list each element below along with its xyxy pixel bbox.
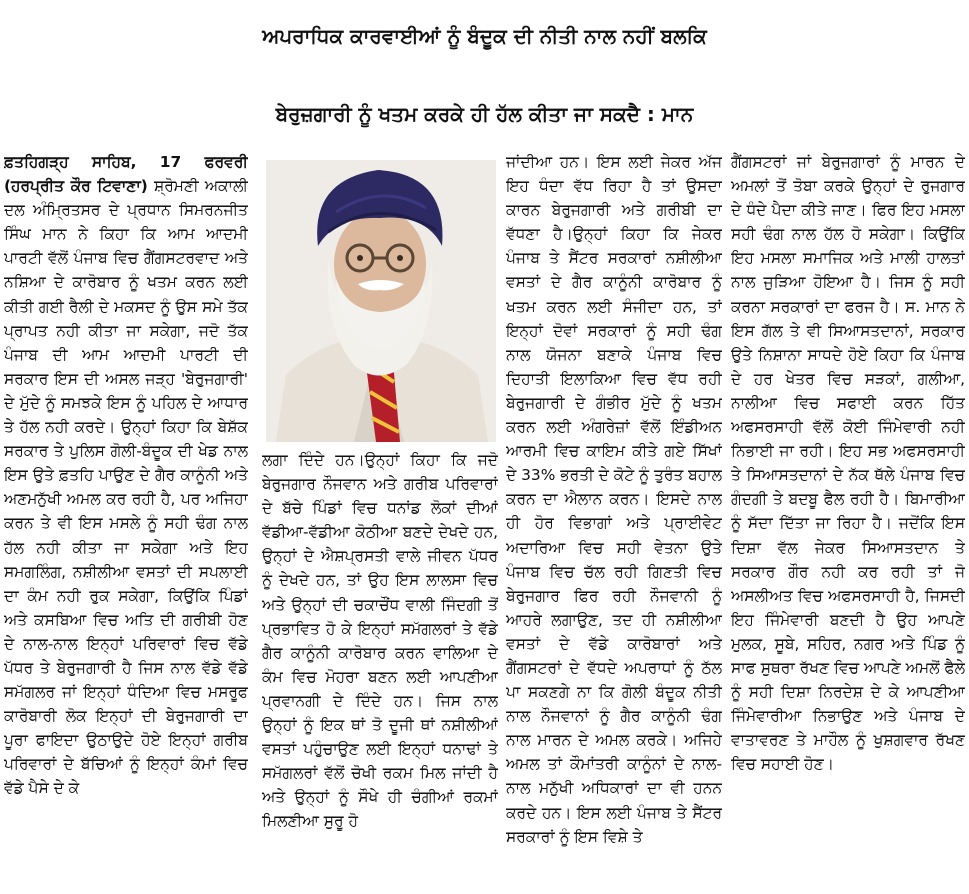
dateline: ਫ਼ਤਹਿਗੜ੍ਹ ਸਾਹਿਬ, 17 ਫਰਵਰੀ (ਹਰਪ੍ਰੀਤ ਕੌਰ ਟਿਵਾਣਾ): [4, 153, 248, 196]
headline-line-2: ਬੇਰੁਜ਼ਗਾਰੀ ਨੂੰ ਖਤਮ ਕਰਕੇ ਹੀ ਹੱਲ ਕੀਤਾ ਜਾ ਸਕਦੈ : ਮਾਨ: [275, 102, 694, 126]
column-1-text: ਸ਼੍ਰੋਮਣੀ ਅਕਾਲੀ ਦਲ ਅੰਮ੍ਰਿਤਸਰ ਦੇ ਪ੍ਰਧਾਨ ਸਿਮਰਨਜੀਤ ਸਿੰਘ ਮਾਨ ਨੇ ਕਿਹਾ ਕਿ ਆਮ ਆਦਮੀ ਪਾਰਟੀ ਵੱਲੋਂ ਪੰਜਾਬ ਵਿਚ ਗੈਂਗਸਟਰਵਾਦ ਅਤੇ ਨਸ਼ਿਆ ਦੇ ਕਾਰੋਬਾਰ ਨੂੰ ਖਤਮ ਕਰਨ ਲਈ ਕੀਤੀ ਗਈ ਰੈਲੀ ਦੇ ਮਕਸਦ ਨੂੰ ਉਸ ਸਮੇ ਤੱਕ ਪ੍ਰਾਪਤ ਨਹੀ ਕੀਤਾ ਜਾ ਸਕੇਗਾ, ਜਦੋ ਤੱਕ ਪੰਜਾਬ ਦੀ ਆਮ ਆਦਮੀ ਪਾਰਟੀ ਦੀ ਸਰਕਾਰ ਇਸ ਦੀ ਅਸਲ ਜੜ੍ਹ 'ਬੇਰੁਜਗਾਰੀ' ਦੇ ਮੁੱਦੇ ਨੂੰ ਸਮਝਕੇ ਇਸ ਨੂੰ ਪਹਿਲ ਦੇ ਆਧਾਰ ਤੇ ਹੱਲ ਨਹੀ ਕਰਦੇ। ਉਨ੍ਹਾਂ ਕਿਹਾ ਕਿ ਬੇਸ਼ੱਕ ਸਰਕਾਰ ਤੇ ਪੁਲਿਸ ਗੋਲੀ-ਬੰਦੂਕ ਦੀ ਖੇਡ ਨਾਲ ਇਸ ਉਤੇ ਫ਼ਤਹਿ ਪਾਉਣ ਦੇ ਗੈਰ ਕਾਨੂੰਨੀ ਅਤੇ ਅਣਮਨੁੱਖੀ ਅਮਲ ਕਰ ਰਹੀ ਹੈ, ਪਰ ਅਜਿਹਾ ਕਰਨ ਤੇ ਵੀ ਇਸ ਮਸਲੇ ਨੂੰ ਸਹੀ ਢੰਗ ਨਾਲ ਹੱਲ ਨਹੀ ਕੀਤਾ ਜਾ ਸਕੇਗਾ ਅਤੇ ਇਹ ਸਮਗਲਿੰਗ, ਨਸ਼ੀਲੀਆ ਵਸਤਾਂ ਦੀ ਸਪਲਾਈ ਦਾ ਕੰਮ ਨਹੀ ਰੁਕ ਸਕੇਗਾ, ਕਿਉਂਕਿ ਪਿੰਡਾਂ ਅਤੇ ਕਸਬਿਆ ਵਿਚ ਅਤਿ ਦੀ ਗਰੀਬੀ ਹੋਣ ਦੇ ਨਾਲ-ਨਾਲ ਇਨ੍ਹਾਂ ਪਰਿਵਾਰਾਂ ਵਿਚ ਵੱਡੇ ਪੱਧਰ ਤੇ ਬੇਰੁਜਗਾਰੀ ਹੈ ਜਿਸ ਨਾਲ ਵੱਡੇ ਵੱਡੇ ਸਮੱਗਲਰ ਜਾਂ ਇਨ੍ਹਾਂ ਧੰਦਿਆ ਵਿਚ ਮਸਰੂਫ ਕਾਰੋਬਾਰੀ ਲੋਕ ਇਨ੍ਹਾਂ ਦੀ ਬੇਰੁਜਗਾਰੀ ਦਾ ਪੂਰਾ ਫਾਇਦਾ ਉਠਾਉਦੇ ਹੋਏ ਇਨ੍ਹਾਂ ਗਰੀਬ ਪਰਿਵਾਰਾਂ ਦੇ ਬੱਚਿਆਂ ਨੂੰ ਇਨ੍ਹਾਂ ਕੰਮਾਂ ਵਿਚ ਵੱਡੇ ਪੈਸੇ ਦੇ ਕੇ: [4, 177, 248, 798]
column-4-text: ਗੈਂਗਸਟਰਾਂ ਜਾਂ ਬੇਰੁਜਗਾਰਾਂ ਨੂੰ ਮਾਰਨ ਦੇ ਅਮਲਾਂ ਤੋਂ ਤੋਬਾ ਕਰਕੇ ਉਨ੍ਹਾਂ ਦੇ ਰੁਜਗਾਰ ਦੇ ਧੰਦੇ ਪੈਦਾ ਕੀਤੇ ਜਾਣ। ਫਿਰ ਇਹ ਮਸਲਾ ਸਹੀ ਢੰਗ ਨਾਲ ਹੱਲ ਹੋ ਸਕੇਗਾ। ਕਿਉਂਕਿ ਇਹ ਮਸਲਾ ਸਮਾਜਿਕ ਅਤੇ ਮਾਲੀ ਹਾਲਤਾਂ ਨਾਲ ਜੁੜਿਆ ਹੋਇਆ ਹੈ। ਜਿਸ ਨੂੰ ਸਹੀ ਕਰਨਾ ਸਰਕਾਰਾਂ ਦਾ ਫਰਜ ਹੈ। ਸ. ਮਾਨ ਨੇ ਇਸ ਗੱਲ ਤੇ ਵੀ ਸਿਆਸਤਦਾਨਾਂ, ਸਰਕਾਰ ਉਤੇ ਨਿਸ਼ਾਨਾ ਸਾਧਦੇ ਹੋਏ ਕਿਹਾ ਕਿ ਪੰਜਾਬ ਦੇ ਹਰ ਖੇਤਰ ਵਿਚ ਸੜਕਾਂ, ਗਲੀਆ, ਨਾਲੀਆ ਵਿਚ ਸਫਾਈ ਕਰਨ ਹਿੱਤ ਅਫਸਰਸਾਹੀ ਵੱਲੋਂ ਕੋਈ ਜਿੰਮੇਵਾਰੀ ਨਹੀ ਨਿਭਾਈ ਜਾ ਰਹੀ। ਇਹ ਸਭ ਅਫਸਰਸਾਹੀ ਤੇ ਸਿਆਸਤਦਾਨਾਂ ਦੇ ਨੱਕ ਥੱਲੇ ਪੰਜਾਬ ਵਿਚ ਗੰਦਗੀ ਤੇ ਬਦਬੂ ਫੈਲ ਰਹੀ ਹੈ। ਬਿਮਾਰੀਆ ਨੂੰ ਸੱਦਾ ਦਿੱਤਾ ਜਾ ਰਿਹਾ ਹੈ। ਜਦੋਂਕਿ ਇਸ ਦਿਸ਼ਾ ਵੱਲ ਜੇਕਰ ਸਿਆਸਤਦਾਨ ਤੇ ਸਰਕਾਰ ਗੌਰ ਨਹੀ ਕਰ ਰਹੀ ਤਾਂ ਜੋ ਅਸਲੀਅਤ ਵਿਚ ਅਫਸਰਸਾਹੀ ਹੈ, ਜਿਸਦੀ ਇਹ ਜਿੰਮੇਵਾਰੀ ਬਣਦੀ ਹੈ ਉਹ ਆਪਣੇ ਮੁਲਕ, ਸੂਬੇ, ਸਹਿਰ, ਨਗਰ ਅਤੇ ਪਿੰਡ ਨੂੰ ਸਾਫ ਸੁਥਰਾ ਰੱਖਣ ਵਿਚ ਆਪਣੇ ਅਮਲੋਂ ਫੈਲੇ ਨੂੰ ਸਹੀ ਦਿਸ਼ਾ ਨਿਰਦੇਸ਼ ਦੇ ਕੇ ਆਪਣੀਆ ਜਿੰਮੇਵਾਰੀਆ ਨਿਭਾਉਣ ਅਤੇ ਪੰਜਾਬ ਦੇ ਵਾਤਾਵਰਣ ਤੇ ਮਾਹੌਲ ਨੂੰ ਖੁਸ਼ਗਵਾਰ ਰੱਖਣ ਵਿਚ ਸਹਾਈ ਹੋਣ।: [731, 153, 965, 774]
portrait-photo: [266, 160, 496, 442]
article-column-3: [506, 150, 722, 894]
column-3-text: ਜਾਂਦੀਆ ਹਨ। ਇਸ ਲਈ ਜੇਕਰ ਅੱਜ ਇਹ ਧੰਦਾ ਵੱਧ ਰਿਹਾ ਹੈ ਤਾਂ ਉਸਦਾ ਕਾਰਨ ਬੇਰੁਜਗਾਰੀ ਅਤੇ ਗਰੀਬੀ ਦਾ ਵੱਧਣਾ ਹੈ।ਉਨ੍ਹਾਂ ਕਿਹਾ ਕਿ ਜੇਕਰ ਪੰਜਾਬ ਤੇ ਸੈਂਟਰ ਸਰਕਾਰਾਂ ਨਸ਼ੀਲੀਆ ਵਸਤਾਂ ਦੇ ਗੈਰ ਕਾਨੂੰਨੀ ਕਾਰੋਬਾਰ ਨੂੰ ਖਤਮ ਕਰਨ ਲਈ ਸੰਜੀਦਾ ਹਨ, ਤਾਂ ਇਨ੍ਹਾਂ ਦੋਵਾਂ ਸਰਕਾਰਾਂ ਨੂੰ ਸਹੀ ਢੰਗ ਨਾਲ ਯੋਜਨਾ ਬਣਾਕੇ ਪੰਜਾਬ ਵਿਚ ਦਿਹਾਤੀ ਇਲਾਕਿਆ ਵਿਚ ਵੱਧ ਰਹੀ ਬੇਰੁਜਗਾਰੀ ਦੇ ਗੰਭੀਰ ਮੁੱਦੇ ਨੂੰ ਖਤਮ ਕਰਨ ਲਈ ਅੰਗਰੇਜ਼ਾਂ ਵੱਲੋਂ ਇੰਡੀਅਨ ਆਰਮੀ ਵਿਚ ਕਾਇਮ ਕੀਤੇ ਗਏ ਸਿੱਖਾਂ ਦੇ 33% ਭਰਤੀ ਦੇ ਕੋਟੇ ਨੂੰ ਤੁਰੰਤ ਬਹਾਲ ਕਰਨ ਦਾ ਐਲਾਨ ਕਰਨ। ਇਸਦੇ ਨਾਲ ਹੀ ਹੋਰ ਵਿਭਾਗਾਂ ਅਤੇ ਪ੍ਰਾਈਵੇਟ ਅਦਾਰਿਆ ਵਿਚ ਸਹੀ ਵੇਤਨਾ ਉਤੇ ਪੰਜਾਬ ਵਿਚ ਚੱਲ ਰਹੀ ਗਿਣਤੀ ਵਿਚ ਬੇਰੁਜਗਾਰ ਫਿਰ ਰਹੀ ਨੌਜਵਾਨੀ ਨੂੰ ਆਹਰੇ ਲਗਾਉਣ, ਤਦ ਹੀ ਨਸ਼ੀਲੀਆ ਵਸਤਾਂ ਦੇ ਵੱਡੇ ਕਾਰੋਬਾਰਾਂ ਅਤੇ ਗੈਂਗਸਟਰਾਂ ਦੇ ਵੱਧਦੇ ਅਪਰਾਧਾਂ ਨੂੰ ਠੱਲ ਪਾ ਸਕਣਗੇ ਨਾ ਕਿ ਗੋਲੀ ਬੰਦੂਕ ਨੀਤੀ ਨਾਲ ਨੌਜਵਾਨਾਂ ਨੂੰ ਗੈਰ ਕਾਨੂੰਨੀ ਢੰਗ ਨਾਲ ਮਾਰਨ ਦੇ ਅਮਲ ਕਰਕੇ। ਅਜਿਹੇ ਅਮਲ ਤਾਂ ਕੌਮਾਂਤਰੀ ਕਾਨੂੰਨਾਂ ਦੇ ਨਾਲ-ਨਾਲ ਮਨੁੱਖੀ ਅਧਿਕਾਰਾਂ ਦਾ ਵੀ ਹਨਨ ਕਰਦੇ ਹਨ। ਇਸ ਲਈ ਪੰਜਾਬ ਤੇ ਸੈਂਟਰ ਸਰਕਾਰਾਂ ਨੂੰ ਇਸ ਵਿਸ਼ੇ ਤੇ: [506, 153, 722, 846]
column-2-text: ਲਗਾ ਦਿੰਦੇ ਹਨ।ਉਨ੍ਹਾਂ ਕਿਹਾ ਕਿ ਜਦੋ ਬੇਰੁਜਗਾਰ ਨੌਜਵਾਨ ਅਤੇ ਗਰੀਬ ਪਰਿਵਾਰਾਂ ਦੇ ਬੱਚੇ ਪਿੰਡਾਂ ਵਿਚ ਧਨਾਂਡ ਲੋਕਾਂ ਦੀਆਂ ਵੱਡੀਆ-ਵੱਡੀਆ ਕੋਠੀਆ ਬਣਦੇ ਦੇਖਦੇ ਹਨ, ਉਨ੍ਹਾਂ ਦੇ ਐਸ਼ਪ੍ਰਸਤੀ ਵਾਲੇ ਜੀਵਨ ਪੱਧਰ ਨੂੰ ਦੇਖਦੇ ਹਨ, ਤਾਂ ਉਹ ਇਸ ਲਾਲਸਾ ਵਿਚ ਅਤੇ ਉਨ੍ਹਾਂ ਦੀ ਚਕਾਚੌਂਧ ਵਾਲੀ ਜਿੰਦਗੀ ਤੋਂ ਪ੍ਰਭਾਵਿਤ ਹੋ ਕੇ ਇਨ੍ਹਾਂ ਸਮੱਗਲਰਾਂ ਤੇ ਵੱਡੇ ਗੈਰ ਕਾਨੂੰਨੀ ਕਾਰੋਬਾਰ ਕਰਨ ਵਾਲਿਆ ਦੇ ਕੰਮ ਵਿਚ ਮੋਹਰਾ ਬਣਨ ਲਈ ਆਪਣੀਆ ਪ੍ਰਵਾਨਗੀ ਦੇ ਦਿੰਦੇ ਹਨ। ਜਿਸ ਨਾਲ ਉਨ੍ਹਾਂ ਨੂੰ ਇਕ ਥਾਂ ਤੋ ਦੂਜੀ ਥਾਂ ਨਸ਼ੀਲੀਆਂ ਵਸਤਾਂ ਪਹੁੰਚਾਉਣ ਲਈ ਇਨ੍ਹਾਂ ਧਨਾਢਾਂ ਤੇ ਸਮੱਗਲਰਾਂ ਵੱਲੋਂ ਚੋਖੀ ਰਕਮ ਮਿਲ ਜਾਂਦੀ ਹੈ ਅਤੇ ਉਨ੍ਹਾਂ ਨੂੰ ਸੌਖੇ ਹੀ ਚੰਗੀਆਂ ਰਕਮਾਂ ਮਿਲਣੀਆ ਸੁਰੂ ਹੋ: [262, 451, 498, 831]
article-column-1: [4, 150, 248, 894]
article-column-2: [262, 448, 498, 894]
article-column-4: [731, 150, 965, 894]
headline-line-1: ਅਪਰਾਧਿਕ ਕਾਰਵਾਈਆਂ ਨੂੰ ਬੰਦੂਕ ਦੀ ਨੀਤੀ ਨਾਲ ਨਹੀਂ ਬਲਕਿ: [262, 24, 707, 48]
